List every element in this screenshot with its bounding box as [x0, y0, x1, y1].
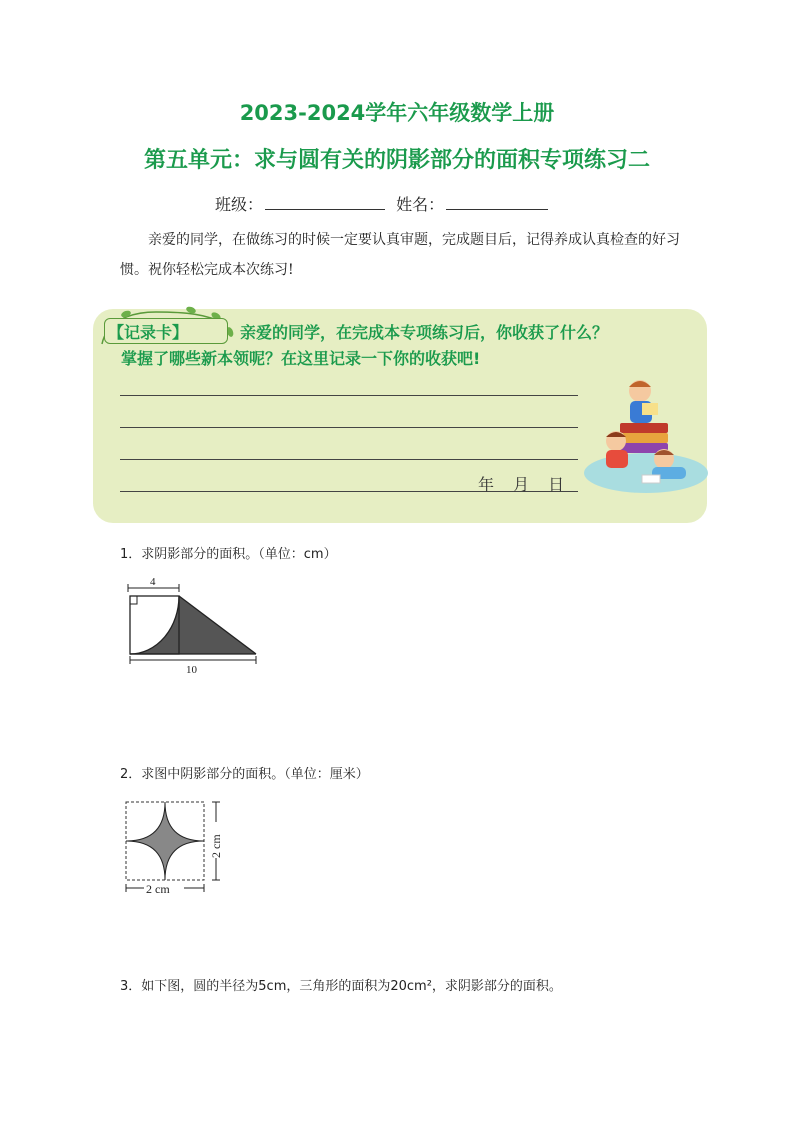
- question-1-label-bottom: 10: [186, 664, 197, 676]
- record-card-prompt-1: 亲爱的同学，在完成本专项练习后，你收获了什么？: [240, 323, 609, 342]
- record-card-tag: 【记录卡】: [108, 323, 189, 342]
- record-card-prompt-2: 掌握了哪些新本领呢？在这里记录一下你的收获吧!: [121, 349, 481, 368]
- class-label: 班级：: [215, 195, 264, 214]
- reading-children-illustration-icon: [580, 355, 710, 505]
- writing-line[interactable]: [120, 395, 578, 396]
- date-label: 年 月 日: [478, 475, 565, 494]
- question-3-text: 3．如下图，圆的半径为5cm，三角形的面积为20cm²，求阴影部分的面积。: [120, 979, 562, 994]
- writing-line[interactable]: [120, 427, 578, 428]
- class-blank[interactable]: [265, 194, 385, 210]
- writing-line[interactable]: [120, 459, 578, 460]
- question-2-label-side: 2 cm: [209, 834, 223, 858]
- intro-paragraph: 亲爱的同学，在做练习的时候一定要认真审题，完成题目后，记得养成认真检查的好习惯。祝你轻松完成本次练习!: [120, 232, 680, 278]
- student-info-line: [215, 192, 554, 215]
- question-1-label-top: 4: [150, 576, 156, 588]
- name-blank[interactable]: [446, 194, 548, 210]
- question-2-figure: [118, 796, 233, 900]
- page-subtitle: 第五单元：求与圆有关的阴影部分的面积专项练习二: [143, 148, 650, 173]
- question-2-text: 2．求图中阴影部分的面积。（单位：厘米）: [120, 767, 369, 782]
- question-1-text: 1．求阴影部分的面积。（单位：cm）: [120, 547, 337, 562]
- name-label: 姓名：: [396, 195, 445, 214]
- page-title: 2023-2024学年六年级数学上册: [239, 101, 555, 125]
- question-1-figure: [124, 576, 264, 681]
- question-2-label-bottom: 2 cm: [146, 882, 170, 896]
